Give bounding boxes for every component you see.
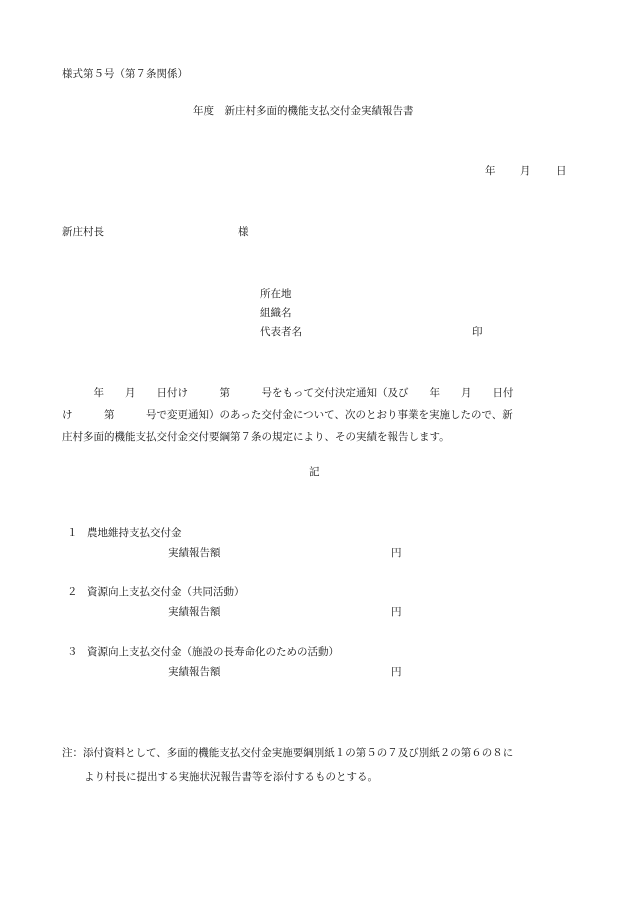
item-label: 農地維持支払交付金 (87, 527, 182, 539)
date-year-label: 年 (485, 165, 496, 177)
form-number: 様式第５号（第７条関係） (62, 68, 188, 80)
note-line: 注：添付資料として、多面的機能支払交付金実施要綱別紙１の第５の７及び別紙２の第６の８に (62, 747, 514, 759)
addressee-honorific: 様 (238, 226, 249, 238)
item-number: １ (67, 527, 78, 539)
item-number: ３ (67, 646, 78, 658)
body-paragraph (62, 382, 570, 448)
amount-label: 実績報告額 (168, 606, 221, 618)
item-number: ２ (67, 586, 78, 598)
seal-label: 印 (472, 326, 483, 338)
note-section (62, 741, 572, 789)
item-label: 資源向上支払交付金（共同活動） (87, 586, 245, 598)
yen-unit: 円 (391, 666, 402, 678)
item-label: 資源向上支払交付金（施設の長寿命化のための活動） (87, 646, 339, 658)
date-month-label: 月 (520, 165, 531, 177)
body-line: け 第 号で変更通知）のあった交付金について、次のとおり事業を実施したので、新 (62, 409, 513, 421)
location-label: 所在地 (260, 288, 292, 300)
ki-heading: 記 (309, 466, 320, 478)
note-line: より村長に提出する実施状況報告書等を添付するものとする。 (84, 771, 378, 783)
body-line: 庄村多面的機能支払交付金交付要綱第７条の規定により、その実績を報告します。 (62, 431, 450, 443)
representative-label: 代表者名 (260, 326, 302, 338)
addressee-name: 新庄村長 (62, 226, 104, 238)
amount-label: 実績報告額 (168, 547, 221, 559)
organization-label: 組織名 (260, 307, 292, 319)
document-title: 年度 新庄村多面的機能支払交付金実績報告書 (193, 105, 414, 117)
date-day-label: 日 (556, 165, 567, 177)
yen-unit: 円 (391, 606, 402, 618)
amount-label: 実績報告額 (168, 666, 221, 678)
yen-unit: 円 (391, 547, 402, 559)
body-line: 年 月 日付け 第 号をもって交付決定通知（及び 年 月 日付 (62, 387, 514, 399)
